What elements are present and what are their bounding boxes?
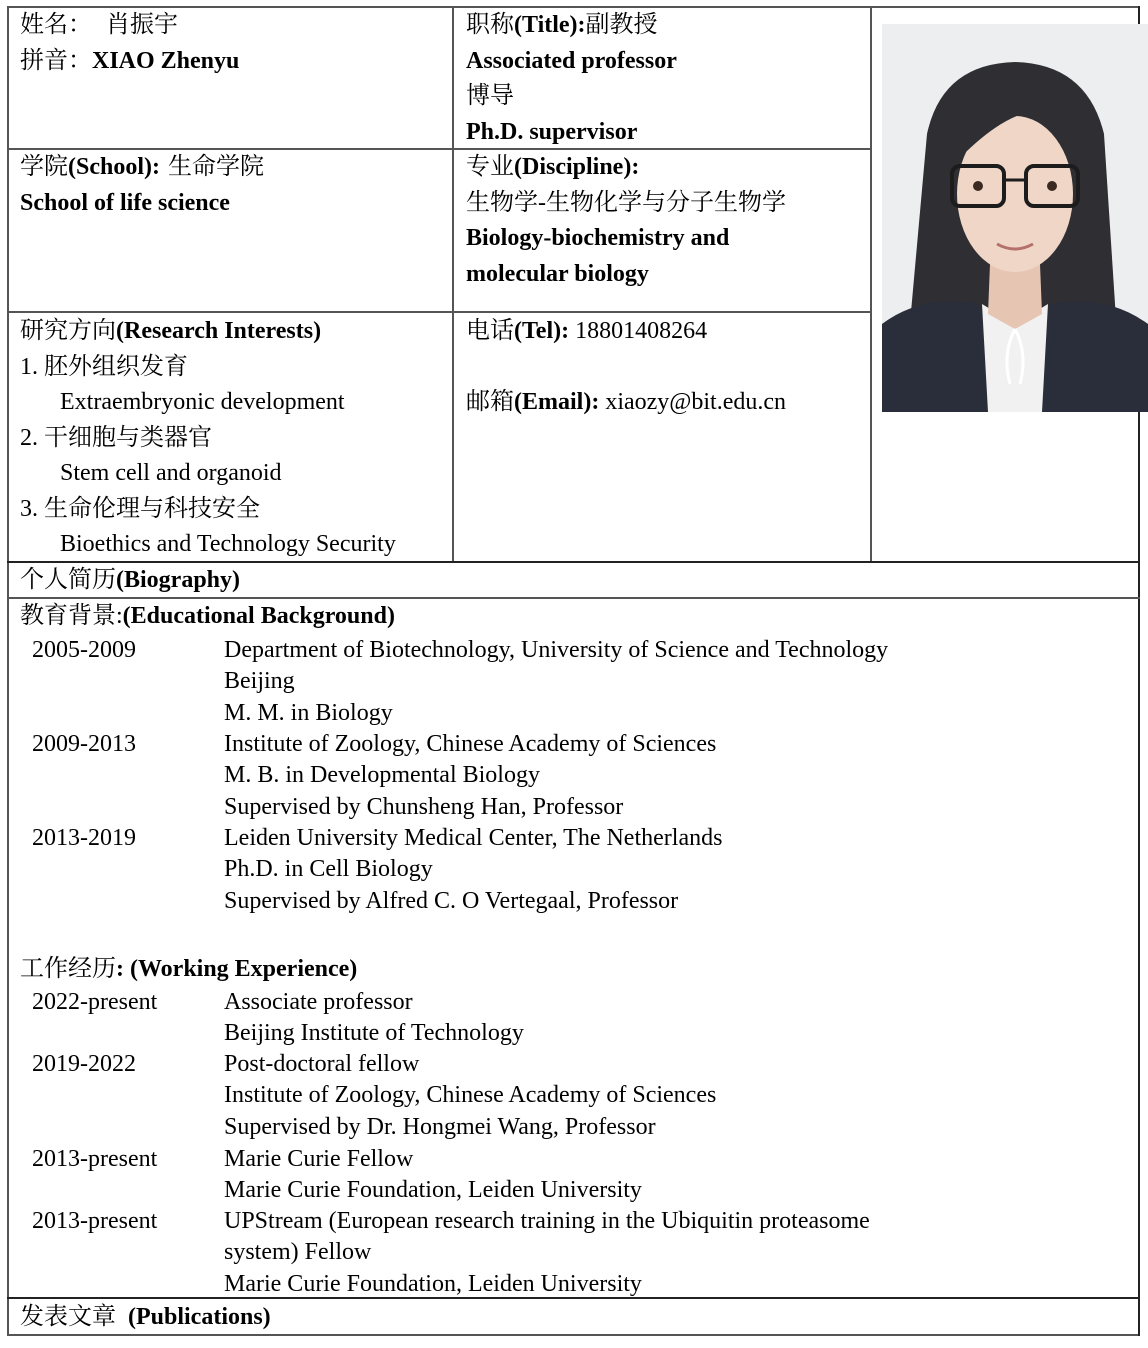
- school-line: [20, 150, 264, 186]
- research-item-3: [20, 492, 396, 528]
- biography-label-cn: 个人简历: [20, 567, 116, 593]
- contact-cell: [466, 314, 786, 421]
- email-link[interactable]: xiaozy@bit.edu.cn: [605, 389, 787, 415]
- title-cell: [466, 8, 677, 150]
- research-label-cn: 研究方向: [20, 318, 116, 344]
- publications-heading: [20, 1300, 271, 1336]
- name-value: 肖振宇: [106, 12, 178, 38]
- education-details: [224, 729, 716, 823]
- work-line: Marie Curie Foundation, Leiden University: [224, 1177, 642, 1204]
- work-years: 2013-present: [32, 1146, 158, 1172]
- research-item-number: 1.: [20, 353, 38, 380]
- tel-label-cn: 电话: [466, 318, 514, 344]
- name-label: 姓名：: [20, 12, 92, 38]
- name-line: [20, 8, 239, 44]
- email-line: [466, 385, 786, 421]
- research-label: [20, 314, 396, 350]
- publications-label-cn: 发表文章: [20, 1304, 116, 1330]
- column-divider-2: [870, 6, 872, 562]
- tel-label-en: (Tel):: [514, 318, 570, 344]
- work-heading: [20, 954, 357, 985]
- work-line: Associate professor: [224, 989, 413, 1015]
- biography-label-en: (Biography): [116, 567, 241, 593]
- research-item-cn: 干细胞与类器官: [44, 424, 212, 451]
- education-line: Institute of Zoology, Chinese Academy of Sciences: [224, 731, 717, 757]
- work-label-en: : (Working Experience): [116, 956, 358, 982]
- work-years: 2019-2022: [32, 1051, 136, 1077]
- research-item-1: [20, 350, 396, 386]
- research-item-cn: 生命伦理与科技安全: [44, 495, 260, 522]
- title-label-cn: 职称: [466, 12, 514, 38]
- discipline-label-en: (Discipline):: [514, 154, 640, 180]
- school-cell: [20, 150, 264, 221]
- tel-line: [466, 314, 786, 350]
- education-years: 2009-2013: [32, 731, 136, 757]
- work-details: [224, 1049, 716, 1143]
- research-item-2-en: Stem cell and organoid: [60, 460, 282, 486]
- education-line: Supervised by Alfred C. O Vertegaal, Professor: [224, 887, 679, 914]
- education-line: Leiden University Medical Center, The Netherlands: [224, 825, 723, 851]
- work-line: system) Fellow: [224, 1239, 372, 1266]
- email-label-cn: 邮箱: [466, 389, 514, 415]
- work-line: UPStream (European research training in the Ubiquitin proteasome: [224, 1208, 870, 1234]
- discipline-line: [466, 150, 786, 186]
- education-entry: [0, 635, 1130, 729]
- work-entry: [0, 987, 1130, 1050]
- education-line: Supervised by Chunsheng Han, Professor: [224, 793, 624, 820]
- school-value-cn: 生命学院: [168, 154, 264, 180]
- discipline-cell: [466, 150, 786, 292]
- education-years: 2005-2009: [32, 637, 136, 663]
- work-entry: [0, 1049, 1130, 1143]
- school-label-cn: 学院: [20, 154, 68, 180]
- work-line: Supervised by Dr. Hongmei Wang, Professor: [224, 1113, 656, 1140]
- education-line: Department of Biotechnology, University of Science and Technology: [224, 637, 889, 663]
- title-value-en: Associated professor: [466, 47, 677, 74]
- research-item-number: 2.: [20, 424, 38, 451]
- title-line: [466, 8, 677, 44]
- education-details: [224, 823, 722, 917]
- tel-value[interactable]: 18801408264: [575, 318, 708, 344]
- pinyin-line: [20, 44, 239, 80]
- work-line: Institute of Zoology, Chinese Academy of Sciences: [224, 1082, 717, 1109]
- education-label-cn: 教育背景:: [20, 603, 123, 629]
- research-item-number: 3.: [20, 495, 38, 522]
- education-entry: [0, 729, 1130, 823]
- education-label-en: (Educational Background): [122, 603, 395, 629]
- pinyin-label: 拼音：: [20, 47, 92, 74]
- work-label-cn: 工作经历: [20, 956, 116, 982]
- work-line: Post-doctoral fellow: [224, 1051, 420, 1077]
- work-details: [224, 1206, 870, 1300]
- education-years: 2013-2019: [32, 825, 136, 851]
- work-years: 2022-present: [32, 989, 158, 1015]
- school-label-en: (School):: [68, 154, 160, 180]
- research-label-en: (Research Interests): [116, 318, 322, 344]
- biography-heading: [20, 563, 240, 599]
- education-line: M. B. in Developmental Biology: [224, 762, 540, 789]
- column-divider-1: [452, 6, 454, 562]
- school-value-en: School of life science: [20, 189, 230, 216]
- supervisor-cn: 博导: [466, 83, 514, 109]
- discipline-value-en-2: molecular biology: [466, 260, 649, 287]
- work-line: Beijing Institute of Technology: [224, 1020, 524, 1047]
- research-interests-cell: [20, 314, 396, 563]
- work-years: 2013-present: [32, 1208, 158, 1234]
- pinyin-value: XIAO Zhenyu: [92, 47, 240, 74]
- work-line: Marie Curie Fellow: [224, 1146, 414, 1172]
- portrait-photo: [882, 24, 1148, 412]
- discipline-value-en-1: Biology-biochemistry and: [466, 225, 730, 251]
- name-cell: [20, 8, 239, 79]
- discipline-value-cn: 生物学-生物化学与分子生物学: [466, 189, 786, 216]
- title-label: (Title):: [514, 12, 586, 38]
- education-heading: [20, 599, 395, 635]
- research-item-3-en: Bioethics and Technology Security: [60, 531, 396, 557]
- publications-label-en: (Publications): [128, 1304, 271, 1330]
- row-divider-2: [7, 311, 872, 313]
- email-label-en: (Email):: [514, 389, 600, 415]
- education-details: [224, 635, 888, 729]
- research-item-1-en: Extraembryonic development: [60, 389, 345, 415]
- supervisor-en: Ph.D. supervisor: [466, 118, 638, 145]
- work-details: [224, 1144, 642, 1207]
- research-item-cn: 胚外组织发育: [44, 353, 188, 380]
- title-value-cn: 副教授: [585, 12, 658, 38]
- research-item-2: [20, 421, 396, 457]
- work-entry: [0, 1144, 1130, 1207]
- work-details: [224, 987, 524, 1050]
- education-line: Ph.D. in Cell Biology: [224, 856, 433, 883]
- education-line: Beijing: [224, 668, 295, 695]
- work-line: Marie Curie Foundation, Leiden University: [224, 1270, 642, 1297]
- education-entry: [0, 823, 1130, 917]
- education-line: M. M. in Biology: [224, 699, 393, 726]
- work-entry: [0, 1206, 1130, 1300]
- discipline-label-cn: 专业: [466, 154, 514, 180]
